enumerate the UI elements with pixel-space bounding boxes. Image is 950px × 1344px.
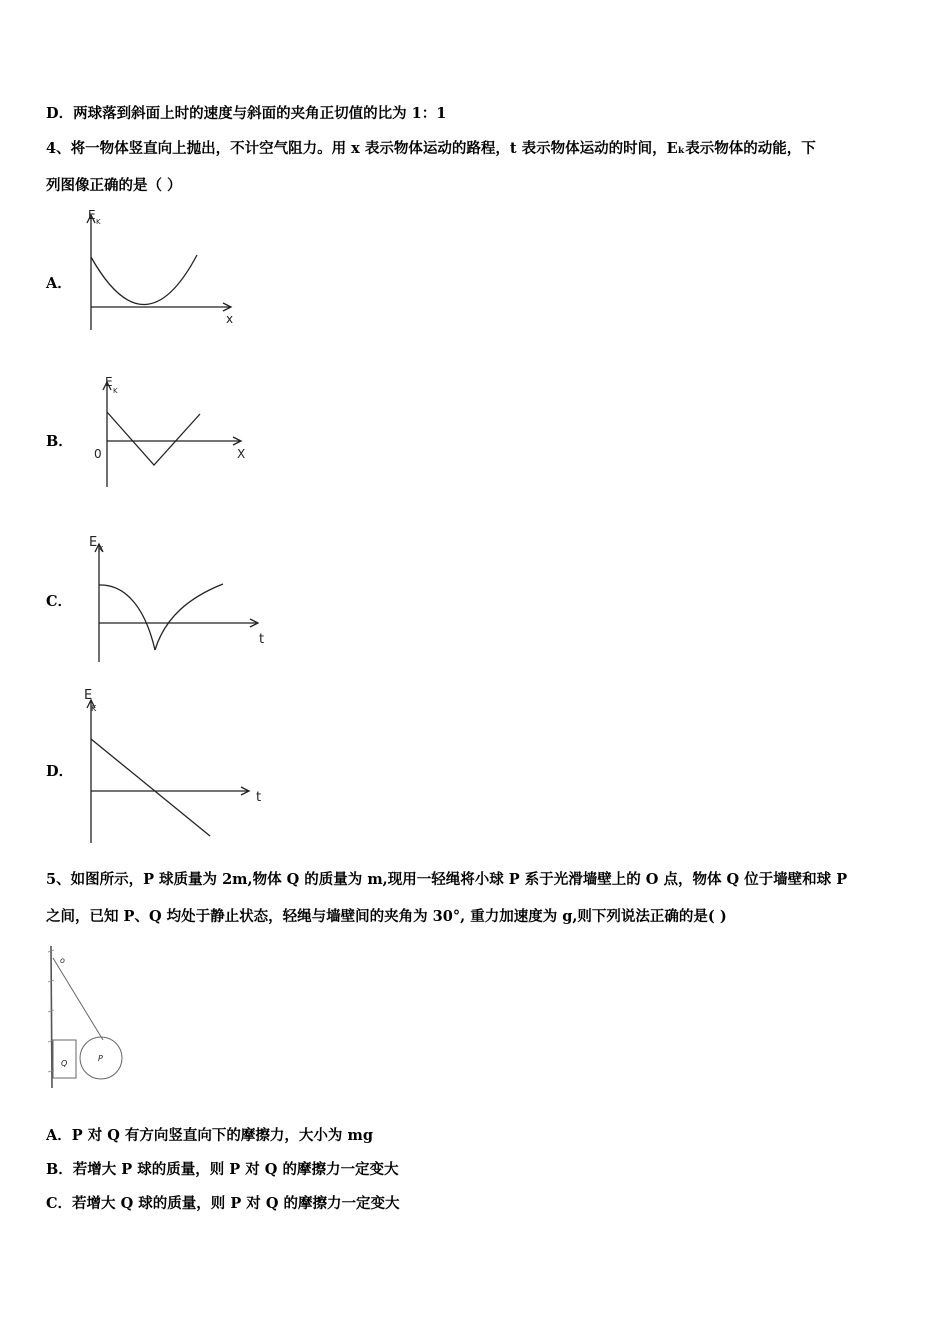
graph-d-line <box>91 739 210 836</box>
x-axis-label: t <box>256 790 262 805</box>
q4-option-a-label: A． <box>46 275 72 292</box>
y-axis-label: E <box>105 375 113 389</box>
q4-graph-b <box>90 372 260 492</box>
q5-stem-line2: 之间，已知 P、Q 均处于静止状态，轻绳与墙壁间的夹角为 30°, 重力加速度为 g,则下列说法正确的是( ) <box>46 908 727 925</box>
q5-option-a: A．P 对 Q 有方向竖直向下的摩擦力，大小为 mg <box>46 1127 373 1144</box>
q4-graph-a <box>80 205 250 335</box>
graph-a-curve <box>91 255 197 305</box>
q4-option-b-label: B． <box>46 433 73 450</box>
x-axis-label: t <box>259 632 265 647</box>
y-axis-subscript: K <box>91 704 97 713</box>
graph-c-curve-left <box>99 585 155 650</box>
q4-stem-line2: 列图像正确的是（ ） <box>46 177 182 194</box>
y-axis-subscript: K <box>113 387 118 395</box>
y-axis-label: E <box>88 208 96 222</box>
q3-option-d: D．两球落到斜面上时的速度与斜面的夹角正切值的比为 1：1 <box>46 105 447 122</box>
q4-graph-d <box>80 685 275 845</box>
ball-p-label: P <box>98 1054 103 1063</box>
y-axis-label: E <box>89 535 98 550</box>
graph-c-curve-right <box>155 584 223 650</box>
y-axis-subscript: K <box>98 545 104 554</box>
point-o-label: o <box>60 956 65 965</box>
x-axis-label: x <box>226 312 234 326</box>
wall <box>51 946 52 1088</box>
q4-stem-line1: 4、将一物体竖直向上抛出，不计空气阻力。用 x 表示物体运动的路程，t 表示物体运动的时间，Eₖ表示物体的动能，下 <box>46 140 816 157</box>
q4-graph-c <box>85 532 275 667</box>
rope <box>53 958 103 1040</box>
q4-option-d-label: D． <box>46 763 74 780</box>
q5-option-b: B．若增大 P 球的质量，则 P 对 Q 的摩擦力一定变大 <box>46 1161 399 1178</box>
x-axis-label: X <box>237 447 246 461</box>
q4-option-c-label: C． <box>46 593 73 610</box>
q5-stem-line1: 5、如图所示，P 球质量为 2m,物体 Q 的质量为 m,现用一轻绳将小球 P 系于光滑墙壁上的 O 点，物体 Q 位于墙壁和球 P <box>46 871 848 888</box>
y-axis-subscript: K <box>96 218 101 226</box>
q5-option-c: C．若增大 Q 球的质量，则 P 对 Q 的摩擦力一定变大 <box>46 1195 400 1212</box>
origin-label: 0 <box>94 447 102 461</box>
y-axis-label: E <box>84 688 93 703</box>
graph-b-curve <box>107 412 200 465</box>
block-q-label: Q <box>61 1059 68 1068</box>
q5-figure <box>45 942 135 1092</box>
